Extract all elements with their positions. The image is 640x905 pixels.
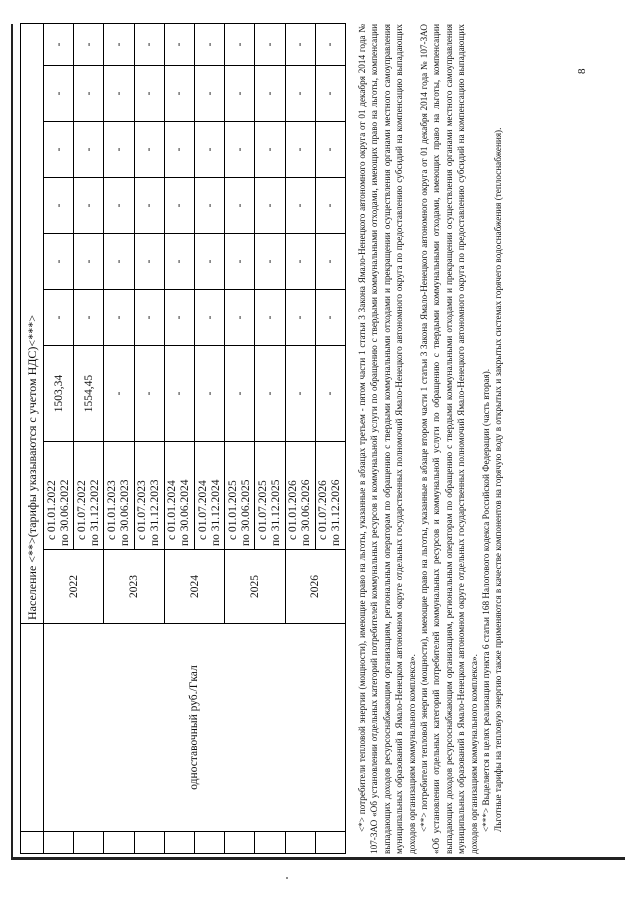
- period-cell: [164, 442, 194, 550]
- footnote-3: <***> Выделяется в целях реализации пункта 6 статьи 168 Налогового кодекса Российской Федерации (часть вторая).: [481, 368, 492, 832]
- dash-cell: -: [44, 178, 74, 234]
- dash-cell: -: [315, 66, 345, 122]
- empty-cell: [285, 832, 315, 854]
- dash-cell: -: [134, 290, 164, 346]
- dash-cell: -: [44, 122, 74, 178]
- dash-cell: -: [315, 122, 345, 178]
- dash-cell: -: [315, 23, 345, 65]
- tariff-value: 1554,45: [74, 346, 104, 442]
- tariff-value: -: [104, 346, 134, 442]
- dash-cell: -: [74, 23, 104, 65]
- period-from: с 01.01.2024: [166, 480, 179, 540]
- footnotes: [356, 24, 505, 854]
- tariff-value: -: [315, 346, 345, 442]
- period-from: с 01.07.2022: [75, 480, 88, 540]
- dash-cell: -: [74, 290, 104, 346]
- dash-cell: -: [104, 178, 134, 234]
- empty-cell: [255, 832, 285, 854]
- dash-cell: -: [164, 178, 194, 234]
- dash-cell: -: [195, 23, 225, 65]
- empty-cell: [44, 832, 74, 854]
- rotated-page: [20, 24, 620, 854]
- dash-cell: -: [74, 122, 104, 178]
- empty-cell: [315, 832, 345, 854]
- period-to: по 30.06.2024: [179, 479, 192, 546]
- period-from: с 01.01.2023: [106, 480, 119, 540]
- dash-cell: -: [225, 234, 255, 290]
- period-to: по 30.06.2026: [300, 479, 313, 546]
- dash-cell: -: [255, 23, 285, 65]
- dash-cell: -: [195, 178, 225, 234]
- dash-cell: -: [255, 234, 285, 290]
- dash-cell: -: [134, 234, 164, 290]
- table-header-row: [21, 23, 44, 853]
- period-from: с 01.01.2025: [226, 480, 239, 540]
- dash-cell: -: [285, 290, 315, 346]
- dash-cell: -: [164, 290, 194, 346]
- empty-cell: [195, 832, 225, 854]
- period-cell: [44, 442, 74, 550]
- empty-cell: [74, 832, 104, 854]
- scan-speck: [286, 877, 288, 879]
- period-from: с 01.07.2024: [196, 480, 209, 540]
- dash-cell: -: [255, 66, 285, 122]
- empty-cell: [104, 832, 134, 854]
- dash-cell: -: [104, 122, 134, 178]
- period-from: с 01.07.2023: [136, 480, 149, 540]
- dash-cell: -: [164, 23, 194, 65]
- period-from: с 01.01.2026: [287, 480, 300, 540]
- empty-cell: [134, 832, 164, 854]
- period-to: по 30.06.2025: [239, 479, 252, 546]
- dash-cell: -: [255, 122, 285, 178]
- table-row: [44, 23, 74, 853]
- footnote-4: Льготные тарифы на тепловую энергию также применяются в качестве компонентов на горячую воду в открытых и закрытых системах горячего водоснабжения (теплоснабжения).: [493, 127, 504, 832]
- dash-cell: -: [44, 66, 74, 122]
- empty-cell: [21, 832, 44, 854]
- period-to: по 31.12.2024: [209, 479, 222, 546]
- period-cell: [195, 442, 225, 550]
- empty-cell: [225, 832, 255, 854]
- tariff-table: [20, 23, 346, 854]
- dash-cell: -: [315, 290, 345, 346]
- tariff-value: -: [225, 346, 255, 442]
- tariff-value: 1503,34: [44, 346, 74, 442]
- dash-cell: -: [285, 178, 315, 234]
- dash-cell: -: [104, 234, 134, 290]
- period-cell: [104, 442, 134, 550]
- period-cell: [134, 442, 164, 550]
- tariff-value: -: [195, 346, 225, 442]
- dash-cell: -: [74, 234, 104, 290]
- dash-cell: -: [315, 178, 345, 234]
- dash-cell: -: [285, 23, 315, 65]
- year-cell: 2026: [285, 550, 345, 624]
- dash-cell: -: [104, 23, 134, 65]
- dash-cell: -: [164, 122, 194, 178]
- dash-cell: -: [44, 23, 74, 65]
- period-to: по 31.12.2022: [88, 479, 101, 546]
- footnote-2: <**> потребители тепловой энергии (мощности), имеющие право на льготы, указанные в абзаце втором части 1 статьи 3 Закона Ямало-Ненецкого автономного округа от 01 декабря 2014 года № 107-ЗАО «Об установлении отдельных категорий потребителей коммунальных ресурсов и коммунальной услуги по обращению с твердыми коммунальными отходами, имеющих право на льготы, компенсации выпадающих доходов ресурсоснабжающим организациям, региональным операторам по обращению с твердыми коммунальными отходами и прекращении осуществления органами местного самоуправления муниципальных образований в Ямало-Ненецком автономном округе отдельных государственных полномочий Ямало-Ненецкого автономного округа по предоставлению субсидий на компенсацию выпадающих доходов организациям коммунального комплекса».: [419, 24, 479, 854]
- period-from: с 01.07.2025: [256, 480, 269, 540]
- period-cell: [255, 442, 285, 550]
- period-to: по 31.12.2023: [149, 479, 162, 546]
- dash-cell: -: [104, 290, 134, 346]
- dash-cell: -: [285, 122, 315, 178]
- dash-cell: -: [134, 178, 164, 234]
- dash-cell: -: [164, 234, 194, 290]
- dash-cell: -: [225, 66, 255, 122]
- year-cell: 2024: [164, 550, 224, 624]
- dash-cell: -: [44, 290, 74, 346]
- tariff-value: -: [164, 346, 194, 442]
- dash-cell: -: [225, 178, 255, 234]
- period-to: по 30.06.2022: [58, 479, 71, 546]
- period-from: с 01.01.2022: [45, 480, 58, 540]
- dash-cell: -: [285, 66, 315, 122]
- period-cell: [285, 442, 315, 550]
- dash-cell: -: [44, 234, 74, 290]
- tariff-value: -: [134, 346, 164, 442]
- period-cell: [315, 442, 345, 550]
- dash-cell: -: [225, 290, 255, 346]
- period-cell: [74, 442, 104, 550]
- dash-cell: -: [74, 66, 104, 122]
- tariff-value: -: [255, 346, 285, 442]
- year-cell: 2023: [104, 550, 164, 624]
- empty-cell: [164, 832, 194, 854]
- scan-border-bottom: [11, 857, 625, 860]
- year-cell: 2022: [44, 550, 104, 624]
- dash-cell: -: [225, 122, 255, 178]
- dash-cell: -: [104, 66, 134, 122]
- period-from: с 01.07.2026: [317, 480, 330, 540]
- dash-cell: -: [195, 66, 225, 122]
- scan-border-left: [11, 24, 13, 859]
- page-number: 8: [576, 68, 588, 74]
- dash-cell: -: [255, 290, 285, 346]
- empty-cell: [21, 624, 44, 832]
- dash-cell: -: [315, 234, 345, 290]
- dash-cell: -: [195, 290, 225, 346]
- table-header: Население <**>(тарифы указываются с учетом НДС)<***>: [21, 23, 44, 623]
- dash-cell: -: [195, 122, 225, 178]
- dash-cell: -: [164, 66, 194, 122]
- period-cell: [225, 442, 255, 550]
- dash-cell: -: [134, 122, 164, 178]
- dash-cell: -: [285, 234, 315, 290]
- dash-cell: -: [74, 178, 104, 234]
- period-to: по 30.06.2023: [119, 479, 132, 546]
- tariff-value: -: [285, 346, 315, 442]
- year-cell: 2025: [225, 550, 285, 624]
- dash-cell: -: [195, 234, 225, 290]
- dash-cell: -: [255, 178, 285, 234]
- dash-cell: -: [225, 23, 255, 65]
- dash-cell: -: [134, 66, 164, 122]
- unit-cell: одноставочный руб./Гкал: [44, 624, 346, 832]
- footnote-1: <*> потребители тепловой энергии (мощности), имеющие право на льготы, указанные в абзацах третьем - пятом части 1 статьи 3 Закона Ямало-Ненецкого автономного округа от 01 декабря 2014 года № 107-ЗАО «Об установлении отдельных категорий потребителей коммунальных ресурсов и коммунальной услуги по обращению с твердыми коммунальными отходами, имеющих право на льготы, компенсации выпадающих доходов ресурсоснабжающим организациям, региональным операторам по обращению с твердыми коммунальными отходами и прекращении осуществления органами местного самоуправления муниципальных образований в Ямало-Ненецком автономном округе отдельных государственных полномочий Ямало-Ненецкого автономного округа по предоставлению субсидий на компенсацию выпадающих доходов организациям коммунального комплекса».: [357, 24, 417, 854]
- dash-cell: -: [134, 23, 164, 65]
- period-to: по 31.12.2026: [330, 479, 343, 546]
- period-to: по 31.12.2025: [269, 479, 282, 546]
